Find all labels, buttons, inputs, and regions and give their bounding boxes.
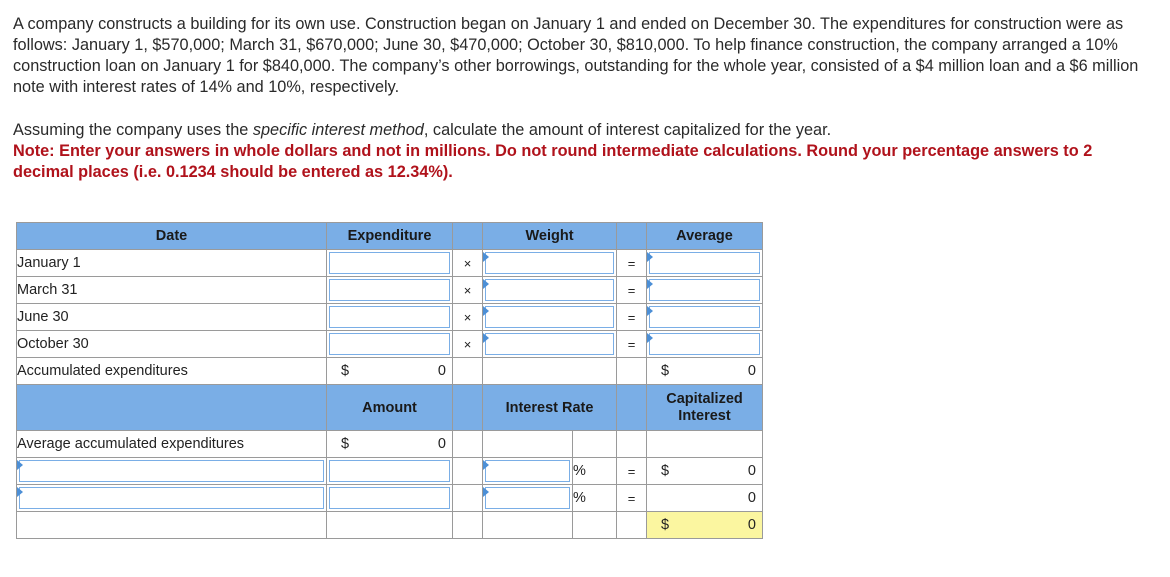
table2-header-row: [17, 385, 763, 431]
empty-cell: [17, 512, 327, 539]
problem-note: Note: Enter your answers in whole dollars and not in millions. Do not round intermediate calculations. Round your percentage answers to 2 decimal places (i.e. 0.1234 should be entered as 12.34%).: [13, 142, 1093, 181]
average-cell: [647, 250, 763, 277]
empty-cell: [453, 431, 483, 458]
currency-symbol: $: [341, 363, 350, 379]
weight-input[interactable]: [485, 333, 614, 355]
average-accumulated-value: 0: [437, 436, 446, 452]
total-capitalized-interest: [647, 512, 763, 539]
table1-header-row: [17, 223, 763, 250]
date-label: March 31: [17, 277, 327, 304]
input-marker-icon: [483, 279, 489, 289]
average-accumulated-label: Average accumulated expenditures: [17, 431, 327, 458]
input-marker-icon: [483, 487, 489, 497]
expenditure-row: [17, 304, 763, 331]
multiply-sign: ×: [453, 331, 483, 358]
header-spacer: [17, 385, 327, 431]
average-input[interactable]: [649, 306, 760, 328]
input-marker-icon: [17, 460, 23, 470]
weight-input[interactable]: [485, 252, 614, 274]
average-cell: [647, 304, 763, 331]
expenditure-row: [17, 250, 763, 277]
rate-cell: [483, 485, 573, 512]
multiply-sign: ×: [453, 250, 483, 277]
percent-sign: %: [573, 458, 617, 485]
empty-cell: [617, 431, 647, 458]
expenditure-input[interactable]: [329, 252, 450, 274]
average-cell: [647, 331, 763, 358]
question-method: specific interest method: [252, 121, 424, 139]
header-spacer: [453, 223, 483, 250]
total-row: [17, 512, 763, 539]
weight-cell: [483, 250, 617, 277]
equals-sign: =: [617, 277, 647, 304]
input-marker-icon: [483, 306, 489, 316]
empty-cell: [483, 358, 617, 385]
header-spacer: [453, 385, 483, 431]
date-label: June 30: [17, 304, 327, 331]
expenditure-input[interactable]: [329, 279, 450, 301]
equals-sign: =: [617, 250, 647, 277]
amount-cell: [327, 485, 453, 512]
capitalized-interest-value: 0: [747, 490, 756, 506]
borrowing-label-cell: [17, 458, 327, 485]
expenditure-row: [17, 277, 763, 304]
equals-sign: =: [617, 304, 647, 331]
total-capitalized-interest-value: 0: [747, 517, 756, 533]
capitalized-header-line1: Capitalized: [666, 390, 743, 407]
capitalized-interest-value: 0: [747, 463, 756, 479]
input-marker-icon: [483, 252, 489, 262]
empty-cell: [453, 458, 483, 485]
accumulated-label: Accumulated expenditures: [17, 358, 327, 385]
borrowing-label-cell: [17, 485, 327, 512]
input-marker-icon: [483, 460, 489, 470]
empty-cell: [483, 431, 573, 458]
weight-cell: [483, 304, 617, 331]
amount-input[interactable]: [329, 487, 450, 509]
weight-cell: [483, 331, 617, 358]
average-accumulated-amount: [327, 431, 453, 458]
expenditure-total-value: 0: [437, 363, 446, 379]
multiply-sign: ×: [453, 304, 483, 331]
interest-rate-header: Interest Rate: [483, 385, 617, 431]
accumulated-expenditure-total: [327, 358, 453, 385]
date-label: January 1: [17, 250, 327, 277]
currency-symbol: $: [661, 517, 670, 533]
expenditure-cell: [327, 304, 453, 331]
borrowing-label-input[interactable]: [19, 487, 324, 509]
date-label: October 30: [17, 331, 327, 358]
accumulated-expenditures-row: [17, 358, 763, 385]
rate-cell: [483, 458, 573, 485]
weight-input[interactable]: [485, 306, 614, 328]
input-marker-icon: [647, 333, 653, 343]
expenditure-header: Expenditure: [327, 223, 453, 250]
multiply-sign: ×: [453, 277, 483, 304]
expenditure-cell: [327, 250, 453, 277]
problem-paragraph: A company constructs a building for its own use. Construction began on January 1 and ended on December 30. The expenditures for construction were as follows: January 1, $570,000; March 31, $670,000; June 30, $470,000; October 30, $810,000. To help finance construction, the company arranged a 10% construction loan on January 1 for $840,000. The company’s other borrowings, outstanding for the whole year, consisted of a $4 million loan and a $6 million note with interest rates of 14% and 10%, respectively.: [13, 15, 1139, 96]
accumulated-average-total: [647, 358, 763, 385]
input-marker-icon: [647, 279, 653, 289]
capitalized-interest-header: [647, 385, 763, 431]
empty-cell: [453, 512, 483, 539]
expenditure-cell: [327, 277, 453, 304]
currency-symbol: $: [661, 463, 670, 479]
capitalized-interest-cell: [647, 485, 763, 512]
input-marker-icon: [647, 306, 653, 316]
question-text-start: Assuming the company uses the: [13, 121, 253, 139]
expenditure-input[interactable]: [329, 306, 450, 328]
amount-header: Amount: [327, 385, 453, 431]
empty-cell: [453, 485, 483, 512]
header-spacer: [617, 223, 647, 250]
problem-statement: [13, 14, 1153, 183]
average-total-value: 0: [747, 363, 756, 379]
input-marker-icon: [647, 252, 653, 262]
average-header: Average: [647, 223, 763, 250]
interest-row: [17, 458, 763, 485]
average-accumulated-row: [17, 431, 763, 458]
expenditure-cell: [327, 331, 453, 358]
capitalized-header-line2: Interest: [678, 407, 731, 424]
header-spacer: [617, 385, 647, 431]
amount-cell: [327, 458, 453, 485]
equals-sign: =: [617, 458, 647, 485]
average-input[interactable]: [649, 279, 760, 301]
equals-sign: =: [617, 485, 647, 512]
date-header: Date: [17, 223, 327, 250]
average-input[interactable]: [649, 333, 760, 355]
empty-cell: [573, 512, 617, 539]
average-cell: [647, 277, 763, 304]
input-marker-icon: [483, 333, 489, 343]
expenditure-row: [17, 331, 763, 358]
borrowing-label-input[interactable]: [19, 460, 324, 482]
percent-sign: %: [573, 485, 617, 512]
interest-row: [17, 485, 763, 512]
empty-cell: [453, 358, 483, 385]
weight-cell: [483, 277, 617, 304]
empty-cell: [617, 358, 647, 385]
weight-header: Weight: [483, 223, 617, 250]
empty-cell: [573, 431, 617, 458]
problem-question: [13, 120, 1153, 141]
currency-symbol: $: [341, 436, 350, 452]
empty-cell: [483, 512, 573, 539]
average-input[interactable]: [649, 252, 760, 274]
input-marker-icon: [17, 487, 23, 497]
capitalized-interest-cell: [647, 458, 763, 485]
currency-symbol: $: [661, 363, 670, 379]
expenditure-input[interactable]: [329, 333, 450, 355]
empty-cell: [327, 512, 453, 539]
worksheet-table: [16, 222, 763, 539]
equals-sign: =: [617, 331, 647, 358]
empty-cell: [617, 512, 647, 539]
interest-rate-input[interactable]: [485, 460, 570, 482]
question-text-end: , calculate the amount of interest capitalized for the year.: [423, 121, 832, 139]
amount-input[interactable]: [329, 460, 450, 482]
weight-input[interactable]: [485, 279, 614, 301]
interest-rate-input[interactable]: [485, 487, 570, 509]
empty-cell: [647, 431, 763, 458]
